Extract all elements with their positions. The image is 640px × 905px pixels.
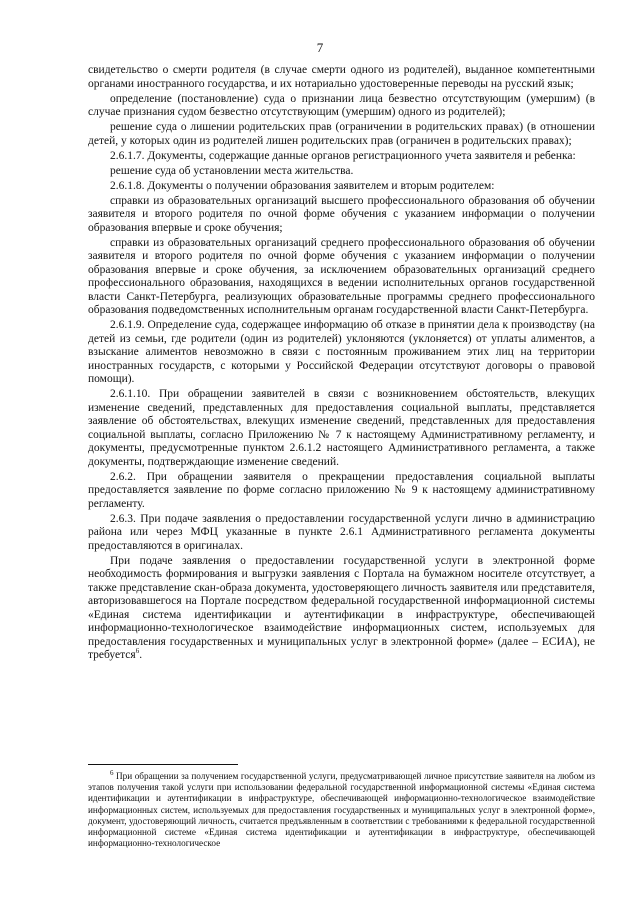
paragraph: 2.6.1.8. Документы о получении образования заявителем и вторым родителем: [110,179,495,192]
footnote-text: При обращении за получением государственной услуги, предусматривающей личное присутствие заявителя на любом из этапов получения такой услуги при использовании федеральной государственной информационной системы «Единая система идентификации и аутентификации в инфраструктуре, обеспечивающей информационно-технологическое взаимодействие информационных систем, используемых для предоставления государственных и муниципальных услуг в электронной форме», документ, удостоверяющий личность, считается предъявленным в соответствии с требованиями к федеральной государственной информационной системе «Единая система идентификации и аутентификации в инфраструктуре, обеспечивающей информационно-технологическое [88,771,595,849]
paragraph: 2.6.1.10. При обращении заявителей в связи с возникновением обстоятельств, влекущих изменение сведений, представленных для предоставления социальной выплаты, представляется заявление об обстоятельствах, влекущих изменение сведений, представленных для предоставления социальной выплаты, согласно Приложению № 7 к настоящему Административному регламенту, и документы, предусмотренные пунктом 2.6.1.2 настоящего Административного регламента, а также документы, подтверждающие изменение сведений. [88,388,595,468]
footnote-mark: 6 [110,768,114,777]
paragraph: 2.6.3. При подаче заявления о предоставлении государственной услуги лично в администрацию района или через МФЦ указанные в пункте 2.6.1 Административного регламента документы предоставляются в оригиналах. [88,512,595,552]
paragraph: решение суда о лишении родительских прав (ограничении в родительских правах) (в отношении детей, у которых один из родителей лишен родительских прав (ограничен в родительских правах); [88,121,595,147]
paragraph-text: При подаче заявления о предоставлении государственной услуги в электронной форме необходимость формирования и выгрузки заявления с Портала на бумажном носителе отсутствует, а также представление скан-образа документа, удостоверяющего личность заявителя или представителя, авторизовавшегося на Портале посредством федеральной государственной информационной системы «Единая система идентификации и аутентификации в инфраструктуре, обеспечивающей информационно-технологическое взаимодействие информационных систем, используемых для предоставления государственных и муниципальных услуг в электронной форме» (далее – ЕСИА), не требуется [88,554,595,661]
footnote-divider [88,764,238,765]
paragraph-with-footnote: При подаче заявления о предоставлении государственной услуги в электронной форме необходимость формирования и выгрузки заявления с Портала на бумажном носителе отсутствует, а также представление скан-образа документа, удостоверяющего личность заявителя или представителя, авторизовавшегося на Портале посредством федеральной государственной информационной системы «Единая система идентификации и аутентификации в инфраструктуре, обеспечивающей информационно-технологическое взаимодействие информационных систем, используемых для предоставления государственных и муниципальных услуг в электронной форме» (далее – ЕСИА), не требуется$^6$. [88,554,595,661]
paragraph: 2.6.2. При обращении заявителя о прекращении предоставления социальной выплаты предоставляется заявление по форме согласно приложению № 9 к настоящему административному регламенту. [88,470,595,510]
body-text [88,64,595,664]
footnote-reference[interactable]: 6 [135,647,140,656]
paragraph: решение суда об установлении места жительства. [110,164,354,177]
page-number: 7 [316,40,324,55]
paragraph: справки из образовательных организаций высшего профессионального образования об обучении заявителя и второго родителя по очной форме обучения с указанием информации о получении образования впервые и сроке обучения; [88,194,595,234]
footnote [88,768,595,849]
paragraph: справки из образовательных организаций среднего профессионального образования об обучении заявителя и второго родителя по очной форме обучения с указанием информации о получении образования впервые и сроке обучения, за исключением образовательных организаций среднего профессионального образования, находящихся в ведении исполнительных органов государственной власти Санкт-Петербурга, реализующих образовательные программы среднего профессионального образования подведомственных исполнительным органам государственной власти Санкт-Петербурга. [88,236,595,316]
paragraph: 2.6.1.7. Документы, содержащие данные органов регистрационного учета заявителя и ребенка: [110,149,576,162]
paragraph: 2.6.1.9. Определение суда, содержащее информацию об отказе в принятии дела к производству (на детей из семьи, где родители (один из родителей) уклоняются (уклоняется) от уплаты алиментов, а взыскание алиментов невозможно в связи с постоянным проживанием этих лиц на территории иностранных государств, с которыми у Российской Федерации отсутствуют договоры о правовой помощи). [88,319,595,385]
paragraph: свидетельство о смерти родителя (в случае смерти одного из родителей), выданное компетентными органами иностранного государства, и их нотариально удостоверенные переводы на русский язык; [88,64,595,90]
paragraph: определение (постановление) суда о признании лица безвестно отсутствующим (умершим) (в случае признания судом безвестно отсутствующим (умершим) одного из родителей); [88,92,595,118]
